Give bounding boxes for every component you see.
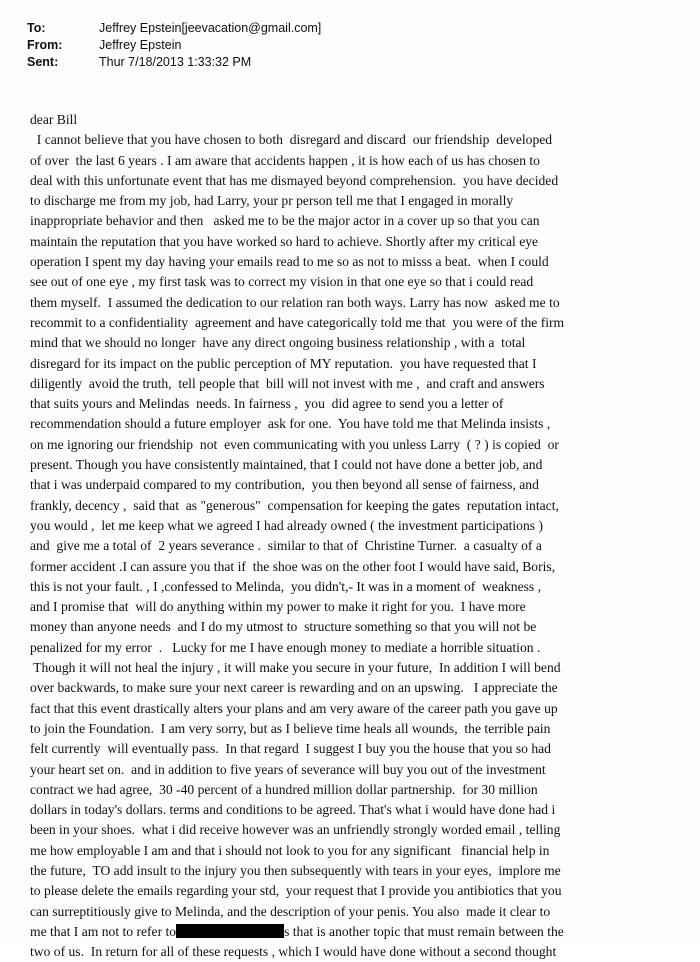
body-line: disregard for its impact on the public perception of MY reputation. you have requested that I (30, 355, 537, 371)
body-line: present. Though you have consistently maintained, that I could not have done a better job, and (30, 457, 543, 473)
body-line: you would , let me keep what we agreed I had already owned ( the investment participations ) (30, 517, 543, 533)
body-line: that i was underpaid compared to my contribution, you then beyond all sense of fairness, and (30, 477, 539, 493)
body-line: of over the last 6 years . I am aware that accidents happen , it is how each of us has chosen to (30, 152, 540, 168)
body-line: over backwards, to make sure your next career is rewarding and on an upswing. I appreciate the (30, 680, 558, 696)
body-line: can surreptitiously give to Melinda, and the description of your penis. You also made it clear to (30, 903, 551, 919)
body-line: fact that this event drastically alters your plans and am very aware of the career path you gave up (30, 700, 558, 716)
body-line: recommit to a confidentiality agreement and have categorically told me that you were of the firm (30, 314, 565, 330)
body-line: this is not your fault. , I ,confessed to Melinda, you didn't,- It was in a moment of weakness , (30, 578, 541, 594)
email-header (27, 20, 321, 71)
body-line: dollars in today's dollars. terms and conditions to be agreed. That's what i would have done had i (30, 802, 556, 818)
body-line: to join the Foundation. I am very sorry, but as I believe time heals all wounds, the terrible pain (30, 720, 551, 736)
body-line: on me ignoring our friendship not even communicating with you unless Larry ( ? ) is copied or (30, 436, 559, 452)
email-body (30, 110, 690, 962)
body-line: them myself. I assumed the dedication to our relation ran both ways. Larry has now asked me to (30, 294, 560, 310)
body-line: contract we had agree, 30 -40 percent of a hundred million dollar partnership. for 30 million (30, 781, 538, 797)
body-line-final: two of us. In return for all of these requests , which I would have done without a second thought (30, 944, 557, 960)
body-line: and give me a total of 2 years severance . similar to that of Christine Turner. a casualty of a (30, 538, 542, 554)
body-line: been in your shoes. what i did receive however was an unfriendly strongly worded email , telling (30, 822, 561, 838)
redacted-line-before: me that I am not to refer to (30, 923, 177, 939)
to-value: Jeffrey Epstein[jeevacation@gmail.com] (99, 21, 322, 35)
from-label: From: (27, 38, 63, 52)
body-line: recommendation should a future employer ask for one. You have told me that Melinda insists , (30, 416, 551, 432)
body-line: maintain the reputation that you have worked so hard to achieve. Shortly after my critical eye (30, 233, 539, 249)
body-line: former accident .I can assure you that if the shoe was on the other foot I would have said, Boris, (30, 558, 556, 574)
from-value: Jeffrey Epstein (99, 38, 182, 52)
to-label: To: (27, 21, 46, 35)
body-line: diligently avoid the truth, tell people that bill will not invest with me , and craft and answers (30, 375, 545, 391)
body-line: money than anyone needs and I do my utmost to structure something so that you will not be (30, 619, 537, 635)
body-line: mind that we should no longer have any direct ongoing business relationship , with a total (30, 335, 526, 351)
body-line: your heart set on. and in addition to five years of severance will buy you out of the investment (30, 761, 546, 777)
body-line: felt currently will eventually pass. In that regard I suggest I buy you the house that you so had (30, 741, 551, 757)
body-line: inappropriate behavior and then asked me to be the major actor in a cover up so that you can (30, 213, 540, 229)
body-line: and I promise that will do anything within my power to make it right for you. I have more (30, 599, 526, 615)
body-line: me how employable I am and that i should not look to you for any significant financial help in (30, 842, 550, 858)
body-line: Though it will not heal the injury , it will make you secure in your future, In addition I will bend (30, 660, 561, 676)
body-line-redacted (30, 922, 690, 942)
sent-label: Sent: (27, 55, 59, 69)
body-line: deal with this unfortunate event that has me dismayed beyond comprehension. you have decided (30, 172, 559, 188)
body-line: frankly, decency , said that as "generous" compensation for keeping the gates reputation intact, (30, 497, 559, 513)
from-row (27, 37, 321, 54)
body-line: penalized for my error . Lucky for me I have enough money to mediate a horrible situation . (30, 639, 541, 655)
to-row (27, 20, 321, 37)
body-line: the future, TO add insult to the injury you then subsequently with tears in your eyes, implore me (30, 862, 561, 878)
body-line: operation I spent my day having your emails read to me so as not to misss a beat. when I could (30, 254, 549, 270)
redaction-block (176, 924, 284, 938)
body-line: dear Bill (30, 112, 78, 127)
body-line: to please delete the emails regarding your std, your request that I provide you antibiotics that you (30, 883, 562, 899)
sent-row (27, 54, 321, 71)
sent-value: Thur 7/18/2013 1:33:32 PM (99, 55, 252, 69)
body-line: see out of one eye , my first task was to correct my vision in that one eye so that i could read (30, 274, 534, 290)
body-line: I cannot believe that you have chosen to both disregard and discard our friendship developed (30, 132, 553, 148)
body-line: to discharge me from my job, had Larry, your pr person tell me that I engaged in morally (30, 193, 514, 209)
body-line: that suits yours and Melindas needs. In fairness , you did agree to send you a letter of (30, 396, 504, 412)
redacted-line-after: s that is another topic that must remain between the (284, 923, 564, 939)
